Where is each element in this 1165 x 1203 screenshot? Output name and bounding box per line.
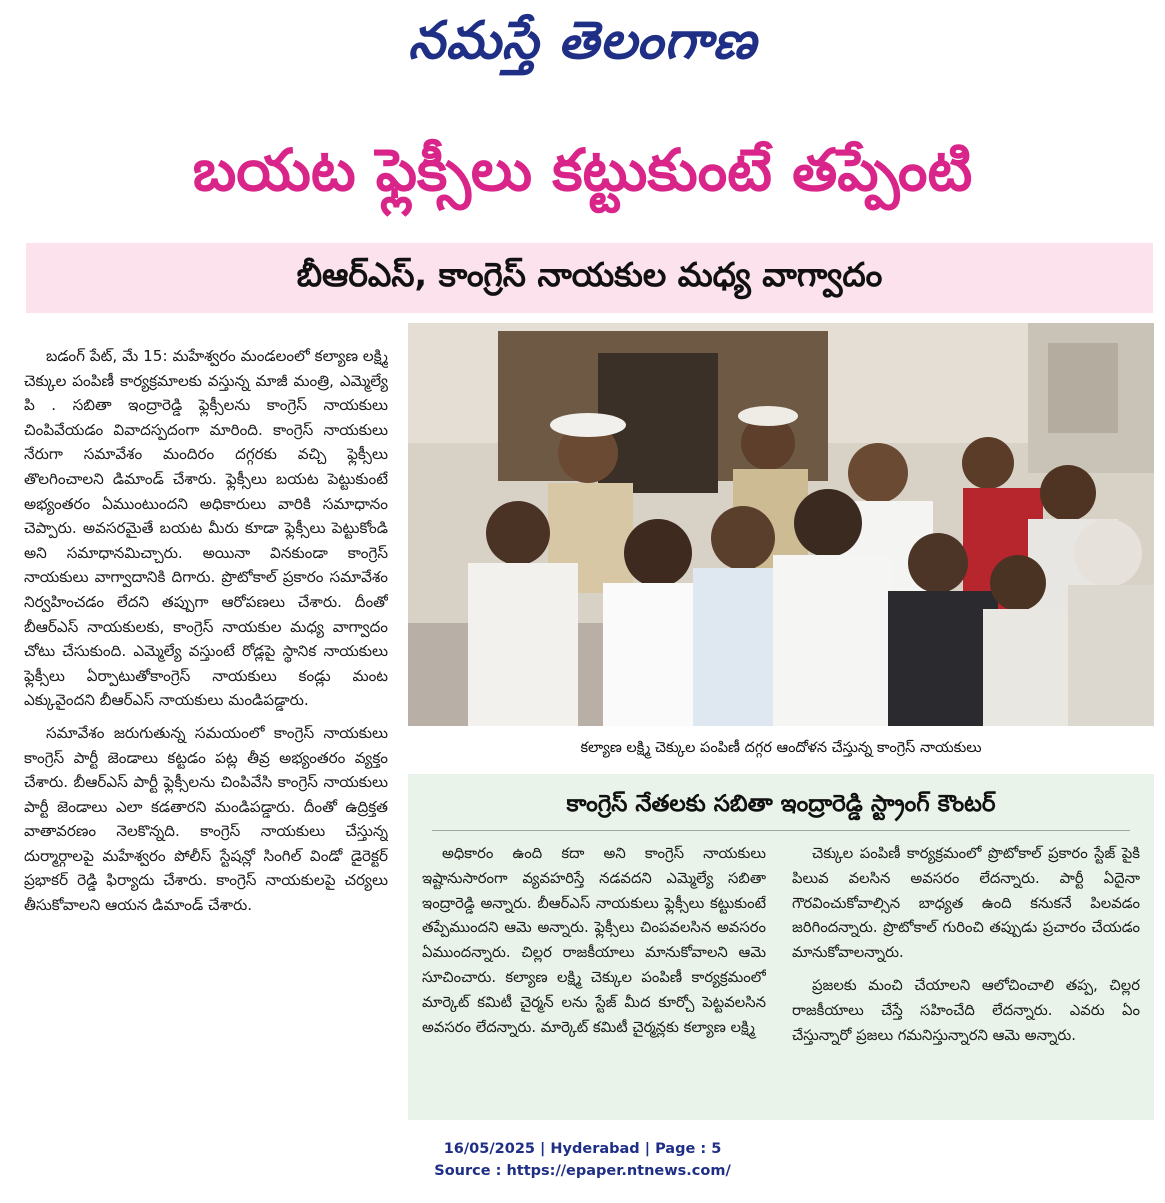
- main-headline: బయట ఫ్లెక్సీలు కట్టుకుంటే తప్పేంటి: [192, 136, 973, 204]
- sidebar-story-title: కాంగ్రెస్ నేతలకు సబితా ఇంద్రారెడ్డి స్ట్రాంగ్ కౌంటర్: [566, 791, 996, 817]
- sidebar-story-column-1: [422, 842, 766, 1118]
- crowd-photo-illustration: [408, 323, 1154, 726]
- article-paragraph: బడంగ్ పేట్, మే 15: మహేశ్వరం మండలంలో కల్యాణ లక్ష్మి చెక్కుల పంపిణీ కార్యక్రమాలకు వస్తున్న మాజీ మంత్రి, ఎమ్మెల్యే పి . సబితా ఇంద్రారెడ్డి ఫ్లెక్సీలను కాంగ్రెస్ నాయకులు చింపివేయడం వివాదస్పదంగా మారింది. కాంగ్రెస్ నాయకులు నేరుగా సమావేశం మందిరం దగ్గరకు వచ్చి ఫ్లెక్సీలు తొలగించాలని డిమాండ్ చేశారు. ఫ్లెక్సీలు బయట పెట్టుకుంటే అభ్యంతరం ఏముంటుందని అధికారులు వారికి సమాధానం చెప్పారు. అవసరమైతే బయట మీరు కూడా ఫ్లెక్సీలు పెట్టుకోండి అని సమాధానమిచ్చారు. అయినా వినకుండా కాంగ్రెస్ నాయకులు వాగ్వాదానికి దిగారు. ప్రొటోకాల్ ప్రకారం సమావేశం నిర్వహించడం లేదని తప్పుగా ఆరోపణలు చేశారు. దీంతో బీఆర్ఎస్ నాయకులకు, కాంగ్రెస్ నాయకుల మధ్య వాగ్వాదం చోటు చేసుకుంది. ఎమ్మెల్యే వస్తుంటే రోడ్లపై స్థానిక నాయకులు ఫ్లెక్సీలు ఏర్పాటుతోకాంగ్రెస్ నాయకులు కండ్లు మంట ఎక్కువైందని బీఆర్ఎస్ నాయకులు మండిపడ్డారు.: [24, 347, 388, 710]
- footer-date-line: 16/05/2025 | Hyderabad | Page : 5: [443, 1141, 722, 1157]
- sidebar-story-box: [408, 774, 1154, 1120]
- subheadline: బీఆర్ఎస్, కాంగ్రెస్ నాయకుల మధ్య వాగ్వాదం: [296, 254, 883, 294]
- title-divider: [432, 830, 1130, 831]
- article-paragraph: ప్రజలకు మంచి చేయాలని ఆలోచించాలి తప్ప, చిల్లర రాజకీయాలు చేస్తే సహించేది లేదన్నారు. ఎవరు ఏం చేస్తున్నారో ప్రజలు గమనిస్తున్నారని ఆమె అన్నారు.: [792, 976, 1140, 1044]
- article-paragraph: అధికారం ఉంది కదా అని కాంగ్రెస్ నాయకులు ఇష్టానుసారంగా వ్యవహరిస్తే నడవదని ఎమ్మెల్యే సబితా ఇంద్రారెడ్డి అన్నారు. బీఆర్ఎస్ నాయకులు ఫ్లెక్సీలు కట్టుకుంటే తప్పేముందని ఆమె అన్నారు. ఫ్లెక్సీలు చింపవలసిన అవసరం ఏముందన్నారు. చిల్లర రాజకీయాలు మానుకోవాలని ఆమె సూచించారు. కల్యాణ లక్ష్మి చెక్కుల పంపిణీ కార్యక్రమంలో మార్కెట్ కమిటీ చైర్మన్ లను స్టేజ్ మీద కూర్చో పెట్టవలసిన అవసరం లేదన్నారు. మార్కెట్ కమిటీ చైర్మన్లకు కల్యాణ లక్ష్మి: [422, 845, 766, 1036]
- photo-caption: కల్యాణ లక్ష్మి చెక్కుల పంపిణీ దగ్గర ఆందోళన చేస్తున్న కాంగ్రెస్ నాయకులు: [580, 740, 982, 756]
- subheadline-band: [26, 243, 1153, 313]
- article-left-column: [24, 344, 388, 1124]
- article-paragraph: చెక్కుల పంపిణీ కార్యక్రమంలో ప్రొటోకాల్ ప్రకారం స్టేజ్ పైకి పిలువ వలసిన అవసరం లేదన్నారు. పార్టీ ఏదైనా గౌరవించుకోవాల్సిన బాధ్యత ఉంది కనుకనే పిలవడం జరిగిందన్నారు. ప్రొటోకాల్ గురించి తప్పుడు ప్రచారం చేయడం మానుకోవాలన్నారు.: [792, 845, 1140, 962]
- page-footer: [0, 1138, 1165, 1182]
- sidebar-story-column-2: [792, 842, 1140, 1118]
- newspaper-masthead: నమస్తే తెలంగాణ: [408, 10, 757, 71]
- news-photo: [408, 323, 1154, 726]
- footer-source-link[interactable]: Source : https://epaper.ntnews.com/: [434, 1163, 731, 1179]
- article-paragraph: సమావేశం జరుగుతున్న సమయంలో కాంగ్రెస్ నాయకులు కాంగ్రెస్ పార్టీ జెండాలు కట్టడం పట్ల తీవ్ర అభ్యంతరం వ్యక్తం చేశారు. బీఆర్ఎస్ పార్టీ ఫ్లెక్సీలను చింపివేసి కాంగ్రెస్ నాయకులు పార్టీ జెండాలు ఎలా కడతారని మండిపడ్డారు. దీంతో ఉద్రిక్తత వాతావరణం నెలకొన్నది. కాంగ్రెస్ నాయకులు చేస్తున్న దుర్మార్గాలపై మహేశ్వరం పోలీస్ స్టేషన్లో సింగిల్ విండో డైరెక్టర్ ప్రభాకర్ రెడ్డి ఫిర్యాదు చేశారు. కాంగ్రెస్ నాయకులపై చర్యలు తీసుకోవాలని ఆయన డిమాండ్ చేశారు.: [24, 723, 388, 915]
